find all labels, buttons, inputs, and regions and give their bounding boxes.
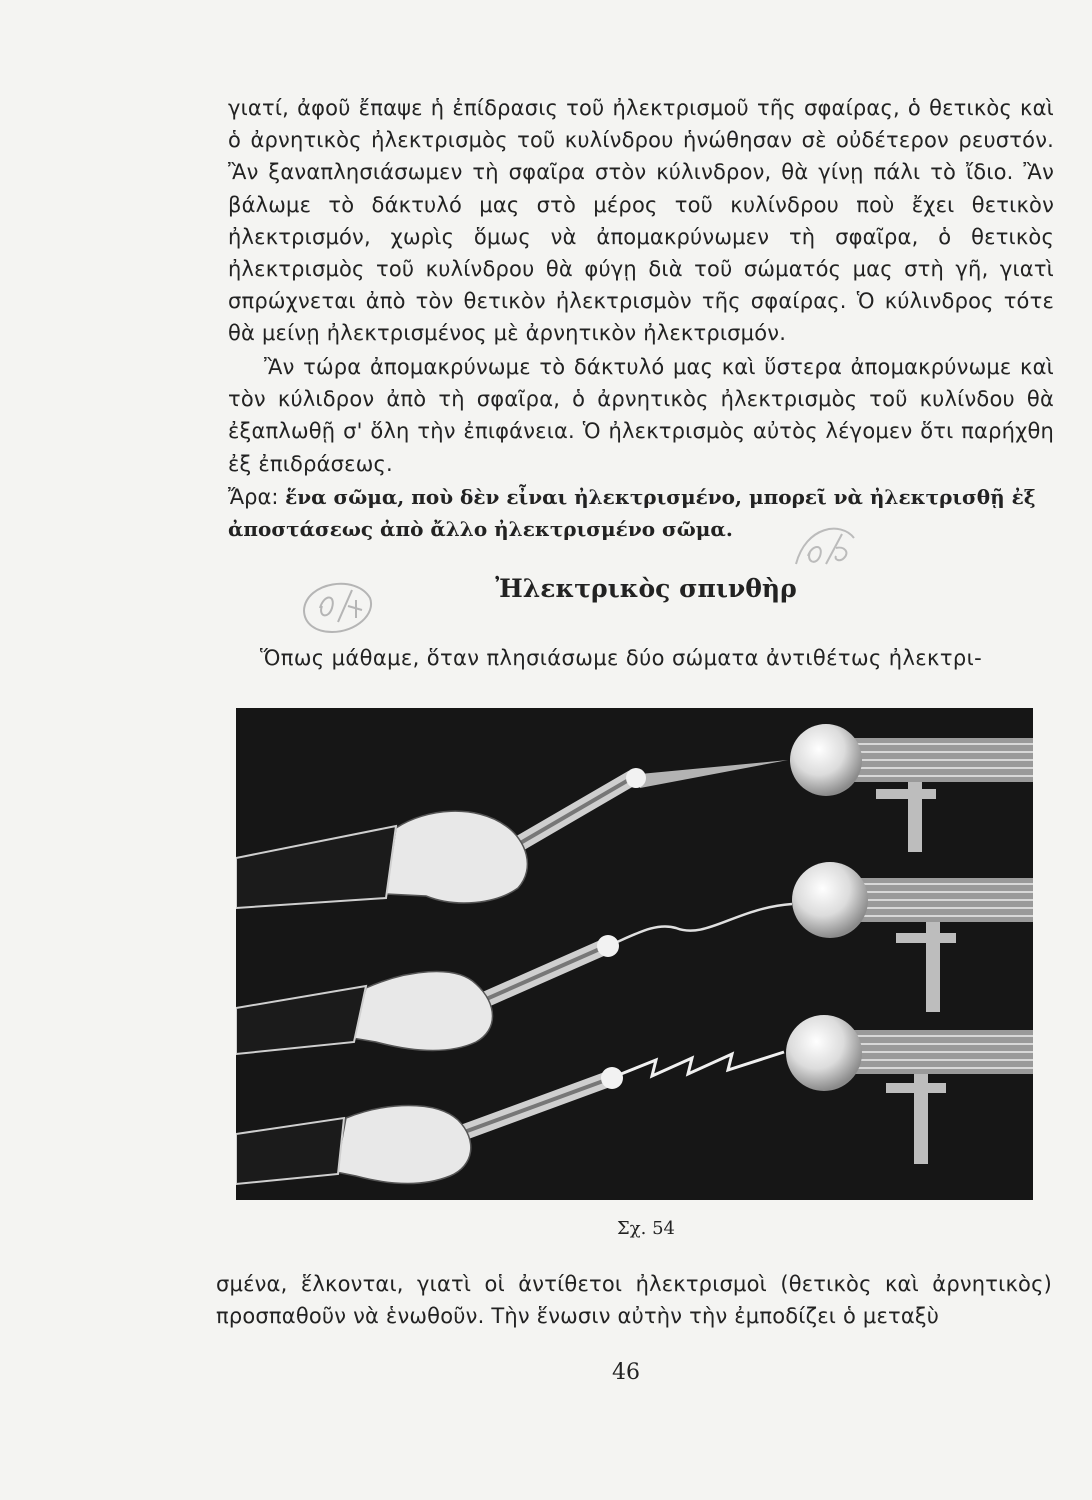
handwritten-stamp-left: [296, 570, 380, 642]
conclusion-lead: Ἄρα:: [228, 485, 286, 509]
conclusion-bold-text: ἕνα σῶμα, ποὺ δὲν εἶναι ἠλεκτρισμένο, μπορεῖ νὰ ἠλεκτρισθῇ ἐξ ἀποστάσεως ἀπὸ ἄλλο ἠλεκτρισμένο σῶμα.: [228, 485, 1036, 542]
section-heading: Ἠλεκτρικὸς σπινθὴρ: [495, 574, 797, 603]
paragraph-1: γιατί, ἀφοῦ ἔπαψε ἡ ἐπίδρασις τοῦ ἠλεκτρισμοῦ τῆς σφαίρας, ὁ θετικὸς καὶ ὁ ἀρνητικὸς ἠλεκτρισμὸς τοῦ κυλίνδρου ἡνώθησαν σὲ οὐδέτερον ρευστόν. Ἂν ξαναπλησιάσωμεν τὴ σφαῖρα στὸν κύλινδρον, θὰ γίνῃ πάλι τὸ ἴδιο. Ἂν βάλωμε τὸ δάκτυλό μας στὸ μέρος τοῦ κυλίνδρου ποὺ ἔχει θετικὸν ἠλεκτρισμόν, χωρὶς ὅμως νὰ ἀπομακρύνωμεν τὴ σφαῖρα, ὁ θετικὸς ἠλεκτρισμὸς τοῦ κυλίνδρου θὰ φύγῃ διὰ τοῦ σώματός μας στὴ γῆ, γιατὶ σπρώχνεται ἀπὸ τὸν θετικὸν ἠλεκτρισμὸν τῆς σφαίρας. Ὁ κύλινδρος τότε θὰ μείνῃ ἠλεκτρισμένος μὲ ἀρνητικὸν ἠλεκτρισμόν.: [228, 96, 1054, 346]
paragraph-conclusion: [228, 481, 1054, 545]
paragraph-continuation: σμένα, ἕλκονται, γιατὶ οἱ ἀντίθετοι ἠλεκτρισμοὶ (θετικὸς καὶ ἀρνητικὸς) προσπαθοῦν νὰ ἑνωθοῦν. Τὴν ἕνωσιν αὐτὴν τὴν ἐμποδίζει ὁ μεταξὺ: [216, 1272, 1052, 1328]
paragraph-2: Ἂν τώρα ἀπομακρύνωμε τὸ δάκτυλό μας καὶ ὕστερα ἀπομακρύνωμε καὶ τὸν κύλιδρον ἀπὸ τὴ σφαῖρα, ὁ ἀρνητικὸς ἠλεκτρισμὸς τοῦ κυλίνδου θὰ ἐξαπλωθῇ σ' ὅλη τὴν ἐπιφάνεια. Ὁ ἠλεκτρισμὸς αὐτὸς λέγομεν ὅτι παρήχθη ἐξ ἐπιδράσεως.: [228, 355, 1054, 476]
figure-caption: Σχ. 54: [617, 1218, 675, 1239]
hand-bottom: [336, 1106, 471, 1184]
page-number: 46: [612, 1360, 640, 1385]
paragraph-spark-intro: Ὅπως μάθαμε, ὅταν πλησιάσωμε δύο σώματα ἀντιθέτως ἠλεκτρι-: [260, 646, 983, 670]
figure-54-illustration: [236, 708, 1033, 1200]
